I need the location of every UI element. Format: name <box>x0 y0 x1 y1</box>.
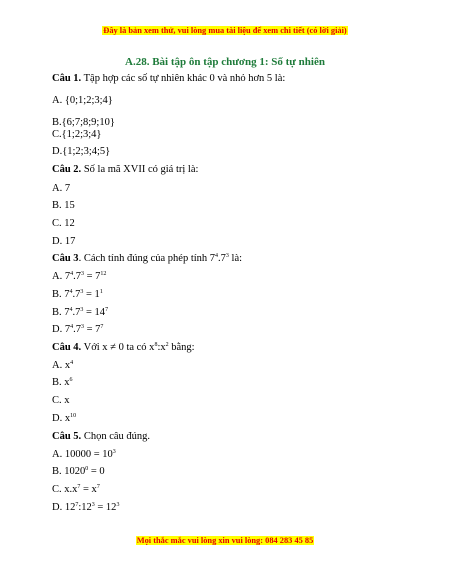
question-5 <box>52 430 150 444</box>
q4-option-d: D. $x^{10}$ <box>52 413 77 424</box>
q1-option-d: D.{1;2;3;4;5} <box>52 146 111 157</box>
q1-option-c: C.{1;2;3;4} <box>52 129 102 140</box>
q5-option-d: D. $12^7:12^3 = 12^3$ <box>52 502 120 513</box>
question-4: Câu 4. Với x ≠ 0 ta có $x^8:x^2$ bằng: <box>52 342 195 353</box>
q4-option-c: C. x <box>52 395 70 406</box>
top-preview-banner <box>0 25 450 36</box>
q3-option-b: B. $7^4.7^3 = 1^1$ <box>52 289 103 300</box>
q2-option-c: C. 12 <box>52 218 75 229</box>
q4-option-a: A. $x^4$ <box>52 360 74 371</box>
q2-option-b: B. 15 <box>52 200 75 211</box>
question-3-label: Câu 3 <box>52 253 79 264</box>
q5-option-b: B. $1020^0 = 0$ <box>52 466 105 477</box>
q2-option-a: A. 7 <box>52 183 71 194</box>
question-2 <box>52 163 198 177</box>
question-1-text: Tập hợp các số tự nhiên khác 0 và nhỏ hơn 5 là: <box>81 73 286 84</box>
question-1 <box>52 72 285 86</box>
bottom-contact-banner <box>0 535 450 546</box>
question-2-text: Số la mã XVII có giá trị là: <box>81 164 199 175</box>
question-4-label: Câu 4. <box>52 342 82 353</box>
q4-option-b: B. $x^6$ <box>52 377 73 388</box>
q3-option-a: A. $7^4.7^3 = 7^{12}$ <box>52 271 107 282</box>
question-3: Câu 3. Cách tính đúng của phép tính $7^4.7^3$ là: <box>52 253 243 264</box>
q5-option-a: A. $10000 = 10^3$ <box>52 449 116 460</box>
question-2-label: Câu 2. <box>52 164 82 175</box>
bottom-banner-text: Mọi thắc mắc vui lòng xin vui lòng: 084 283 45 85 <box>136 536 314 545</box>
page-title: A.28. Bài tập ôn tập chương 1: Số tự nhiên <box>125 56 325 68</box>
q1-option-b: B.{6;7;8;9;10} <box>52 117 115 128</box>
q1-option-a: A. {0;1;2;3;4} <box>52 95 113 106</box>
top-banner-text: Đây là bản xem thử, vui lòng mua tài liệu để xem chi tiết (có lời giải) <box>103 26 347 35</box>
question-5-text: Chọn câu đúng. <box>81 431 151 442</box>
q3-option-d: D. $7^4.7^3 = 7^7$ <box>52 324 104 335</box>
question-5-label: Câu 5. <box>52 431 82 442</box>
q2-option-d: D. 17 <box>52 236 76 247</box>
q3-option-c: B. $7^4.7^3 = 14^7$ <box>52 307 109 318</box>
q5-option-c: C. $x.x^7 = x^7$ <box>52 484 100 495</box>
question-1-label: Câu 1. <box>52 73 82 84</box>
